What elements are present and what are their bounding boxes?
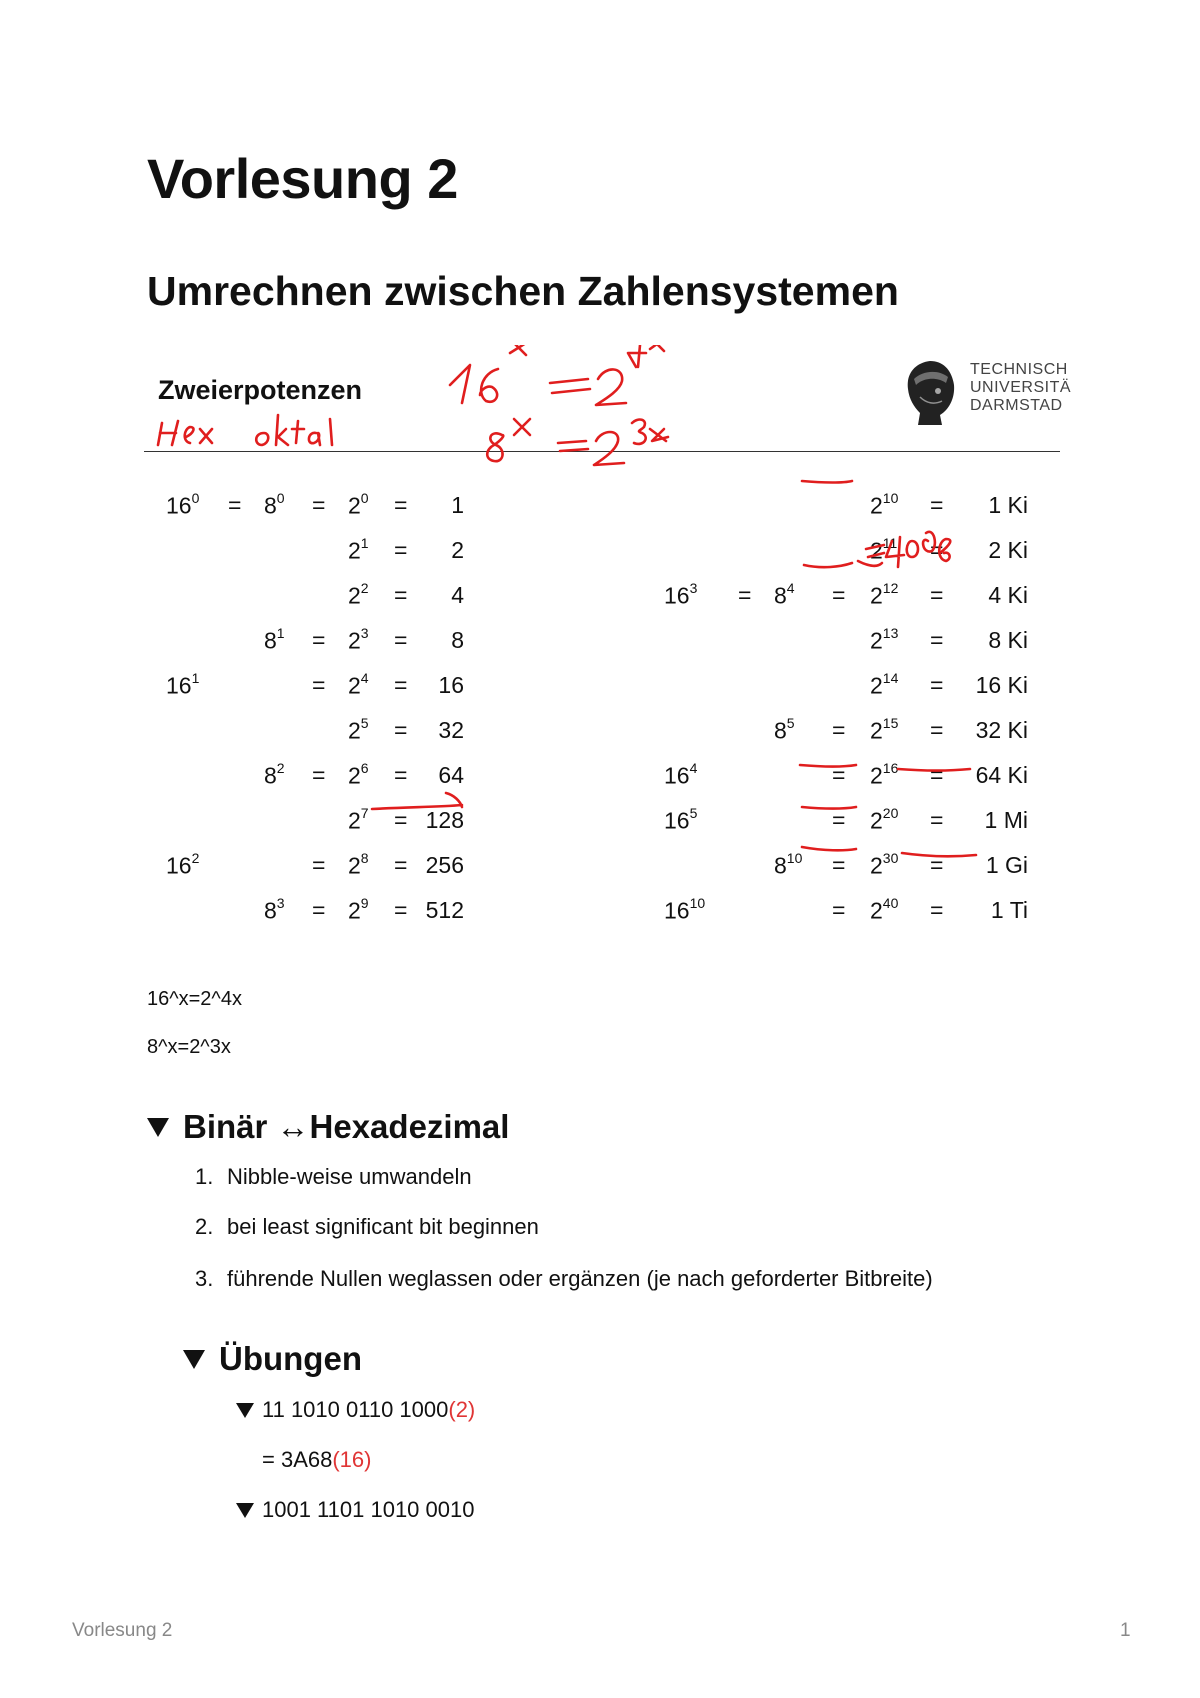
power-of-2 [870,627,898,655]
list-text: Nibble-weise umwandeln [227,1164,472,1189]
ink-label-hex [158,421,212,445]
page-number: 1 [1120,1620,1131,1641]
power-value: 128 [425,807,464,833]
power-of-2 [348,717,369,745]
list-item [195,1214,539,1240]
toggle-expanded-icon [236,1503,254,1518]
power-of-2 [348,672,369,700]
power-of-16 [664,807,697,835]
equals-sign: = [930,537,944,563]
power-of-2 [348,537,369,565]
equals-sign: = [394,852,408,878]
power-value: 8 Ki [988,627,1028,653]
power-of-16 [166,852,199,880]
power-of-2-exponent: 7 [360,805,369,821]
toggle-binaer-hexadezimal[interactable] [147,1108,509,1146]
ink-underline-240 [802,847,856,850]
equals-sign: = [930,672,944,698]
equals-sign: = [930,582,944,608]
power-of-2 [348,582,369,610]
power-value: 32 [438,717,464,743]
power-value: 8 [451,627,464,653]
power-of-16 [664,897,705,925]
slide-divider [144,451,1060,452]
power-of-2 [870,807,898,835]
power-of-2-exponent: 3 [360,625,369,641]
power-of-16-base: 16 [664,897,690,924]
power-of-2 [348,627,369,655]
power-of-16 [664,762,697,790]
toggle-heading: Binär ↔Hexadezimal [183,1108,510,1145]
power-of-2-base: 2 [870,852,883,879]
equals-sign: = [394,717,408,743]
exercise-result-value: = 3A68 [262,1447,333,1472]
toggle-exercise-1[interactable] [236,1397,475,1423]
power-of-8-base: 8 [774,582,787,609]
athena-logo-icon [900,357,960,429]
power-of-2-exponent: 11 [882,535,898,551]
list-text: führende Nullen weglassen oder ergänzen (je nach geforderter Bitbreite) [227,1266,933,1291]
power-of-2 [870,897,898,925]
equals-sign: = [832,807,846,833]
power-value: 64 [438,762,464,788]
power-of-16-base: 16 [166,852,192,879]
power-of-16 [166,492,199,520]
power-value: 1 Gi [985,852,1028,878]
exercise-1-result [262,1447,371,1473]
power-of-2-base: 2 [870,492,883,519]
power-of-2-exponent: 1 [360,535,369,551]
power-of-8 [264,492,285,520]
power-value: 1 [451,492,464,518]
power-of-2 [870,672,898,700]
power-of-2 [870,537,897,565]
power-of-8-exponent: 5 [786,715,795,731]
equals-sign: = [312,852,326,878]
equals-sign: = [394,807,408,833]
power-of-2-base: 2 [870,672,883,699]
equals-sign: = [832,897,846,923]
power-of-8 [774,717,795,745]
power-of-2-base: 2 [870,627,883,654]
power-of-8 [264,762,285,790]
power-of-2-exponent: 5 [360,715,369,731]
power-of-2-base: 2 [870,897,883,924]
power-of-2 [348,852,369,880]
slide-title: Zweierpotenzen [158,375,363,405]
equals-sign: = [394,672,408,698]
equals-sign: = [930,492,944,518]
power-of-2-base: 2 [348,717,361,744]
power-of-8 [774,582,795,610]
power-of-16-exponent: 2 [191,850,200,866]
list-number: 2. [195,1214,214,1239]
equals-sign: = [312,627,326,653]
ink-underline-210 [802,481,852,483]
power-value: 256 [425,852,464,878]
power-of-8-base: 8 [264,762,277,789]
power-of-2 [348,807,369,835]
formula-hex: 16^x=2^4x [147,988,242,1010]
footer-title: Vorlesung 2 [72,1620,173,1641]
power-of-16-exponent: 0 [191,490,200,506]
power-of-16-base: 16 [166,672,192,699]
power-of-2-base: 2 [348,582,361,609]
power-of-2-base: 2 [870,762,883,789]
power-value: 32 Ki [975,717,1028,743]
slide-image [140,345,1080,945]
section-title: Umrechnen zwischen Zahlensystemen [147,268,899,314]
power-of-8-base: 8 [264,897,277,924]
power-of-2-exponent: 6 [360,760,369,776]
equals-sign: = [228,492,242,518]
equals-sign: = [832,852,846,878]
power-of-2-base: 2 [348,807,361,834]
power-of-2-exponent: 20 [882,805,899,821]
exercise-value: 11 1010 0110 1000 [262,1397,449,1422]
university-line: TECHNISCH [970,361,1068,378]
equals-sign: = [930,717,944,743]
power-value: 1 Mi [984,807,1028,833]
power-of-2-base: 2 [348,762,361,789]
power-value: 512 [425,897,464,923]
equals-sign: = [930,897,944,923]
power-of-2 [870,492,898,520]
power-of-2 [870,852,898,880]
power-of-16-base: 16 [664,582,690,609]
ink-underline-220 [800,765,856,767]
power-value: 2 Ki [988,537,1028,563]
power-of-2 [348,492,369,520]
equals-sign: = [832,717,846,743]
list-item [195,1266,933,1292]
power-of-2-exponent: 8 [360,850,369,866]
power-of-8-exponent: 4 [786,580,795,596]
power-of-8-exponent: 0 [276,490,285,506]
power-of-2-exponent: 13 [882,625,899,641]
power-of-2-base: 2 [870,582,883,609]
power-of-8-base: 8 [264,627,277,654]
equals-sign: = [312,897,326,923]
power-of-2 [870,717,898,745]
power-of-2-exponent: 40 [882,895,899,911]
power-value: 4 [451,582,464,608]
power-of-8 [264,627,285,655]
toggle-uebungen[interactable] [183,1340,362,1378]
ink-label-oktal [256,415,332,445]
power-value: 4 Ki [988,582,1028,608]
power-of-8-exponent: 3 [276,895,285,911]
power-of-2-base: 2 [348,672,361,699]
power-of-2-exponent: 10 [882,490,899,506]
university-name [970,361,1071,415]
equals-sign: = [394,492,408,518]
equals-sign: = [930,807,944,833]
formula-oct: 8^x=2^3x [147,1036,231,1058]
exercise-base: (2) [448,1397,476,1422]
power-of-2-exponent: 15 [882,715,899,731]
power-of-16-base: 16 [664,807,690,834]
exercise-result-base: (16) [332,1447,372,1472]
power-of-2-exponent: 30 [882,850,899,866]
power-of-8 [264,897,285,925]
power-of-2-exponent: 14 [882,670,899,686]
equals-sign: = [832,582,846,608]
list-text: bei least significant bit beginnen [227,1214,539,1239]
power-of-16-exponent: 3 [689,580,698,596]
power-of-2 [348,762,369,790]
equals-sign: = [930,627,944,653]
toggle-exercise-2[interactable] [236,1497,474,1523]
list-number: 3. [195,1266,214,1291]
power-value: 2 [451,537,464,563]
power-of-2 [348,897,369,925]
power-of-2-exponent: 16 [882,760,899,776]
equals-sign: = [312,762,326,788]
power-of-2-base: 2 [870,537,883,564]
power-of-8-exponent: 10 [786,850,803,866]
power-of-16-base: 16 [166,492,192,519]
power-value: 64 Ki [975,762,1028,788]
exercise-value: 1001 1101 1010 0010 [262,1497,475,1522]
university-line: DARMSTAD [970,397,1063,414]
equals-sign: = [930,762,944,788]
power-value: 1 Ti [990,897,1028,923]
ink-formula-hex [450,345,664,405]
toggle-expanded-icon [183,1350,205,1369]
power-of-16-exponent: 1 [191,670,200,686]
power-of-16 [166,672,199,700]
power-of-8-base: 8 [264,492,277,519]
equals-sign: = [930,852,944,878]
power-of-2-base: 2 [870,717,883,744]
ink-formula-oct [487,419,668,465]
power-of-2-exponent: 4 [360,670,369,686]
power-of-2-exponent: 9 [360,895,369,911]
power-of-16-exponent: 4 [689,760,698,776]
power-of-16-exponent: 10 [689,895,706,911]
power-value: 16 Ki [975,672,1028,698]
equals-sign: = [394,582,408,608]
power-of-2-base: 2 [348,852,361,879]
equals-sign: = [832,762,846,788]
power-of-16-exponent: 5 [689,805,698,821]
power-value: 16 [438,672,464,698]
equals-sign: = [312,492,326,518]
power-of-8 [774,852,802,880]
equals-sign: = [394,762,408,788]
power-of-8-base: 8 [774,717,787,744]
power-value: 1 Ki [988,492,1028,518]
power-of-2 [870,582,898,610]
equals-sign: = [394,897,408,923]
power-of-2 [870,762,898,790]
power-of-2-base: 2 [348,537,361,564]
power-of-2-base: 2 [348,897,361,924]
power-of-2-base: 2 [348,492,361,519]
university-line: UNIVERSITÄ [970,379,1072,396]
equals-sign: = [738,582,752,608]
ink-underline-230 [802,807,856,809]
power-of-8-exponent: 1 [276,625,285,641]
toggle-expanded-icon [147,1118,169,1137]
power-of-2-base: 2 [870,807,883,834]
equals-sign: = [394,537,408,563]
power-of-8-exponent: 2 [276,760,285,776]
toggle-heading: Übungen [219,1340,362,1377]
toggle-expanded-icon [236,1403,254,1418]
equals-sign: = [312,672,326,698]
power-of-2-exponent: 0 [360,490,369,506]
power-of-8-base: 8 [774,852,787,879]
power-of-2-base: 2 [348,627,361,654]
power-of-2-exponent: 2 [360,580,369,596]
list-item [195,1164,472,1190]
power-of-2-exponent: 12 [882,580,899,596]
equals-sign: = [394,627,408,653]
page-title: Vorlesung 2 [147,147,458,210]
power-of-16 [664,582,697,610]
power-of-16-base: 16 [664,762,690,789]
list-number: 1. [195,1164,214,1189]
